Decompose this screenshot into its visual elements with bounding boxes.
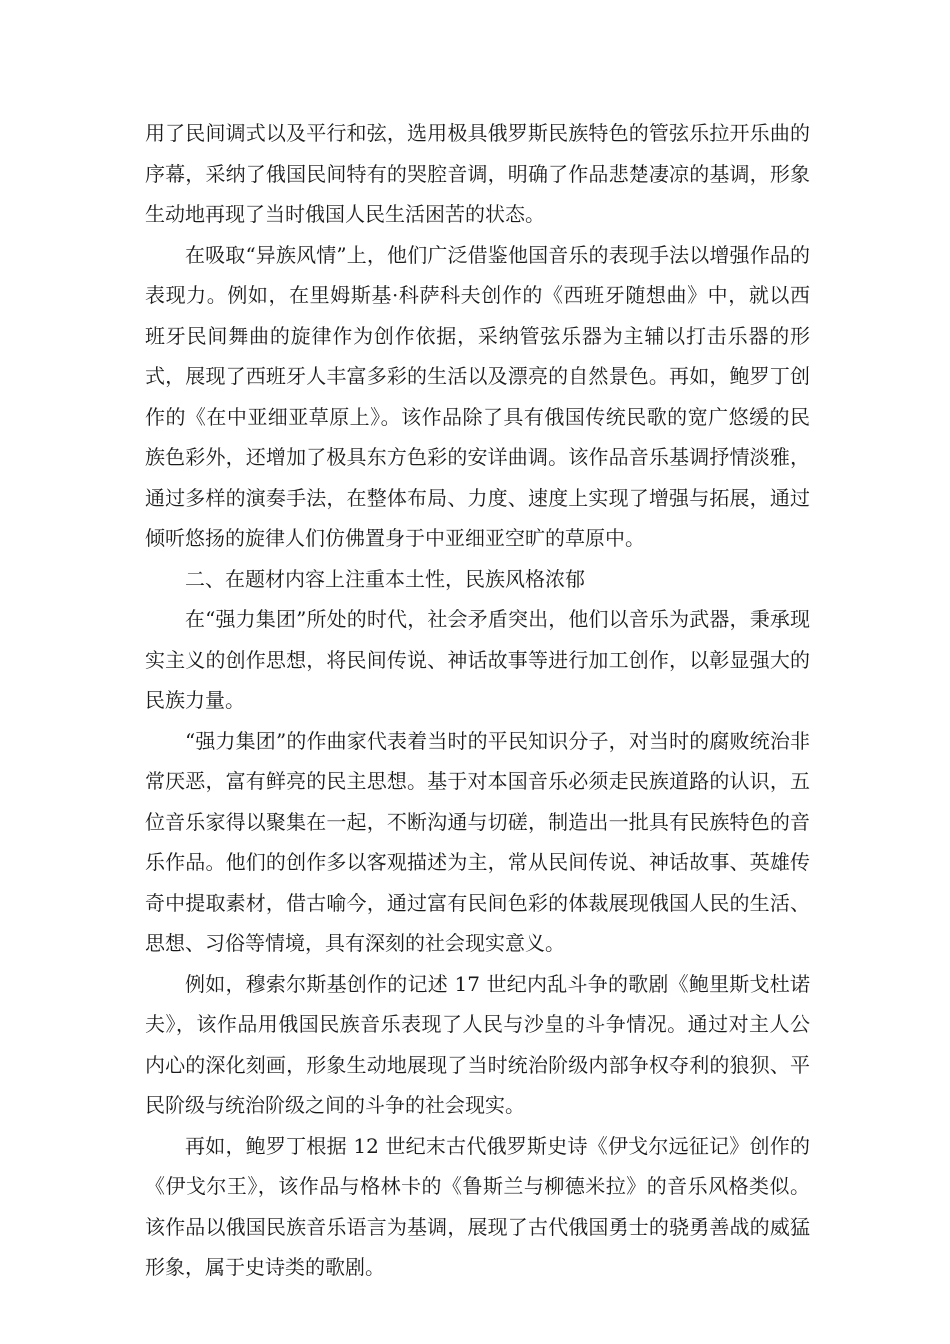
section-heading: 二、在题材内容上注重本土性，民族风格浓郁 — [185, 566, 585, 591]
paragraph-example-igor: 再如，鲍罗丁根据 12 世纪末古代俄罗斯史诗《伊戈尔远征记》创作的《伊戈尔王》，该作品与格林卡的《鲁斯兰与柳德米拉》的音乐风格类似。该作品以俄国民族音乐语言为基调，展现了古代俄国勇士的骁勇善战的威猛形象，属于史诗类的歌剧。 — [145, 1133, 810, 1279]
paragraph-composers: “强力集团”的作曲家代表着当时的平民知识分子，对当时的腐败统治非常厌恶，富有鲜亮的民主思想。基于对本国音乐必须走民族道路的认识，五位音乐家得以聚集在一起，不断沟通与切磋，制造出一批具有民族特色的音乐作品。他们的创作多以客观描述为主，常从民间传说、神话故事、英雄传奇中提取素材，借古喻今，通过富有民间色彩的体裁展现俄国人民的生活、思想、习俗等情境，具有深刻的社会现实意义。 — [145, 728, 810, 955]
paragraph-foreign-style: 在吸取“异族风情”上，他们广泛借鉴他国音乐的表现手法以增强作品的表现力。例如，在里姆斯基·科萨科夫创作的《西班牙随想曲》中，就以西班牙民间舞曲的旋律作为创作依据，采纳管弦乐器为主辅以打击乐器的形式，展现了西班牙人丰富多彩的生活以及漂亮的自然景色。再如，鲍罗丁创作的《在中亚细亚草原上》。该作品除了具有俄国传统民歌的宽广悠缓的民族色彩外，还增加了极具东方色彩的安详曲调。该作品音乐基调抒情淡雅，通过多样的演奏手法，在整体布局、力度、速度上实现了增强与拓展，通过倾听悠扬的旋律人们仿佛置身于中亚细亚空旷的草原中。 — [145, 242, 810, 550]
body-text — [145, 113, 810, 1288]
paragraph-era: 在“强力集团”所处的时代，社会矛盾突出，他们以音乐为武器，秉承现实主义的创作思想，将民间传说、神话故事等进行加工创作，以彰显强大的民族力量。 — [145, 607, 810, 712]
paragraph-example-boris: 例如，穆索尔斯基创作的记述 17 世纪内乱斗争的歌剧《鲍里斯戈杜诺夫》，该作品用俄国民族音乐表现了人民与沙皇的斗争情况。通过对主人公内心的深化刻画，形象生动地展现了当时统治阶级内部争权夺利的狼狈、平民阶级与统治阶级之间的斗争的社会现实。 — [145, 971, 810, 1117]
paragraph-continuation: 用了民间调式以及平行和弦，选用极具俄罗斯民族特色的管弦乐拉开乐曲的序幕，采纳了俄国民间特有的哭腔音调，明确了作品悲楚凄凉的基调，形象生动地再现了当时俄国人民生活困苦的状态。 — [145, 121, 810, 226]
